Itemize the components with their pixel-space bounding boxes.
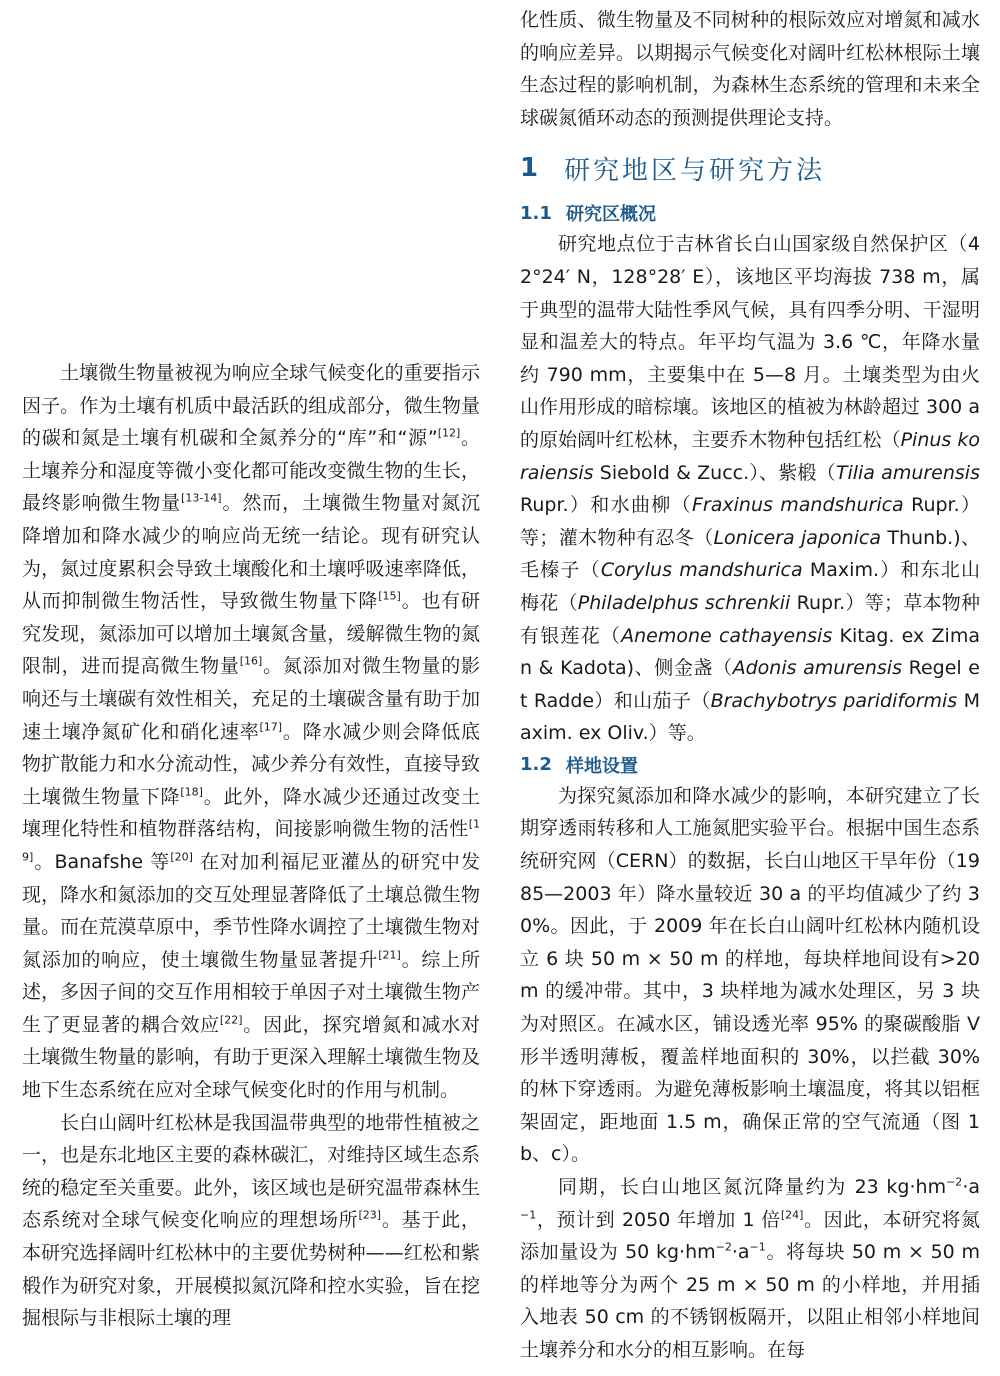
study-area-paragraph: 研究地点位于吉林省长白山国家级自然保护区（42°24′ N，128°28′ E），该地区平均海拔 738 m，属于典型的温带大陆性季风气候，具有四季分明、干湿明显和温差大的特点。年平均气温为 3.6 ℃，年降水量约 790 mm，主要集中在 5—8 月。土壤类型为由火山作用形成的暗棕壤。该地区的植被为林龄超过 300 a 的原始阔叶红松林，主要乔木物种包括红松（Pinus koraiensis Siebold & Zucc.）、紫椴（Tilia amurensis Rupr.）和水曲柳（Fraxinus mandshurica Rupr.）等；灌木物种有忍冬（Lonicera japonica Thunb.)、毛榛子（Corylus mandshurica Maxim.）和东北山梅花（Philadelphus schrenkii Rupr.）等；草本物种有银莲花（Anemone cathayensis Kitag. ex Ziman & Kadota)、侧金盏（Adonis amurensis Regel et Radde）和山茄子（Brachybotrys paridiformis Maxim. ex Oliv.）等。 (520, 233, 981, 745)
left-column (22, 357, 480, 1335)
subsection-title: 研究区概况 (566, 204, 656, 226)
citation[interactable]: [18] (180, 785, 203, 799)
nitrogen-addition-paragraph: 同期，长白山地区氮沉降量约为 23 $kg\cdot hm^{-2}\cdot a^{-1}$，预计到 2050 年增加 1 倍[24]。因此，本研究将氮添加量设为 50 $kg\cdot hm^{-2}\cdot a^{-1}$。将每块 50 m × 50 m 的样地等分为两个 25 m × 50 m 的小样地，并用插入地表 50 cm 的不锈钢板隔开，以阻止相邻小样地间土壤养分和水分的相互影响。在每 (520, 1175, 980, 1361)
citation[interactable]: [16] (239, 655, 263, 669)
citation[interactable]: [21] (378, 948, 401, 962)
species-name: Anemone cathayensis (621, 624, 833, 647)
citation[interactable]: [13-14] (181, 492, 222, 506)
subsection-title: 样地设置 (566, 755, 638, 777)
section-number: 1 (520, 153, 539, 184)
citation[interactable]: [17] (259, 720, 283, 734)
species-name: Brachybotrys paridiformis (710, 689, 958, 712)
plot-setup-paragraph: 为探究氮添加和降水减少的影响，本研究建立了长期穿透雨转移和人工施氮肥实验平台。根据中国生态系统研究网（CERN）的数据，长白山地区干旱年份（1985—2003 年）降水量较近 30 a 的平均值减少了约 30%。因此，于 2009 年在长白山阔叶红松林内随机设立 6 块 50 m × 50 m 的样地，每块样地间设有>20 m 的缓冲带。其中，3 块样地为减水处理区，另 3 块为对照区。在减水区，铺设透光率 95% 的聚碳酸脂 V 形半透明薄板，覆盖样地面积的 30%，以拦截 30% 的林下穿透雨。为避免薄板影响土壤温度，将其以铝框架固定，距地面 1.5 m，确保正常的空气流通（图 1b、c）。 (520, 784, 980, 1166)
species-name: Tilia amurensis (835, 461, 980, 484)
subsection-number: 1.2 (520, 754, 552, 776)
intro-paragraph-microbial-biomass: 土壤微生物量被视为响应全球气候变化的重要指示因子。作为土壤有机质中最活跃的组成部分，微生物量的碳和氮是土壤有机碳和全氮养分的“库”和“源”[12]。土壤养分和湿度等微小变化都可能改变微生物的生长，最终影响微生物量[13-14]。然而，土壤微生物量对氮沉降增加和降水减少的响应尚无统一结论。现有研究认为，氮过度累积会导致土壤酸化和土壤呼吸速率降低，从而抑制微生物活性，导致微生物量下降[15]。也有研究发现，氮添加可以增加土壤氮含量，缓解微生物的氮限制，进而提高微生物量[16]。氮添加对微生物量的影响还与土壤碳有效性相关，充足的土壤碳含量有助于加速土壤净氮矿化和硝化速率[17]。降水减少则会降低底物扩散能力和水分流动性，减少养分有效性，直接导致土壤微生物量下降[18]。此外，降水减少还通过改变土壤理化特性和植物群落结构，间接影响微生物的活性[19]。Banafshe 等[20] 在对加利福尼亚灌丛的研究中发现，降水和氮添加的交互处理显著降低了土壤总微生物量。而在荒漠草原中，季节性降水调控了土壤微生物对氮添加的响应，使土壤微生物量显著提升[21]。综上所述，多因子间的交互作用相较于单因子对土壤微生物产生了更显著的耦合效应[22]。因此，探究增氮和减水对土壤微生物量的影响，有助于更深入理解土壤微生物及地下生态系统在应对全球气候变化时的作用与机制。 (22, 362, 480, 1102)
species-name: Fraxinus mandshurica (692, 494, 904, 517)
section-title: 研究地区与研究方法 (564, 155, 826, 186)
species-name: Pinus koraiensis (520, 428, 980, 484)
citation[interactable]: [19] (22, 817, 480, 864)
citation[interactable]: [12] (437, 426, 461, 440)
species-name: Philadelphus schrenkii (577, 591, 791, 614)
species-name: Corylus mandshurica (600, 559, 803, 582)
intro-paragraph-continued: 化性质、微生物量及不同树种的根际效应对增氮和减水的响应差异。以期揭示气候变化对阔叶红松林根际土壤生态过程的影响机制，为森林生态系统的管理和未来全球碳氮循环动态的预测提供理论支持。 (520, 9, 980, 129)
citation[interactable]: [24] (780, 1208, 804, 1222)
section-heading-methods (520, 148, 980, 188)
citation[interactable]: [22] (219, 1013, 243, 1027)
subsection-number: 1.1 (520, 202, 552, 224)
subsection-heading-plot-setup (520, 750, 980, 780)
citation[interactable]: [15] (378, 589, 401, 603)
citation[interactable]: [20] (170, 850, 193, 864)
right-column (520, 4, 980, 1367)
species-name: Lonicera japonica (713, 526, 881, 549)
intro-paragraph-study-forest: 长白山阔叶红松林是我国温带典型的地带性植被之一，也是东北地区主要的森林碳汇，对维持区域生态系统的稳定至关重要。此外，该区域也是研究温带森林生态系统对全球气候变化响应的理想场所[23]。基于此，本研究选择阔叶红松林中的主要优势树种——红松和紫椴作为研究对象，开展模拟氮沉降和控水实验，旨在挖掘根际与非根际土壤的理 (22, 1111, 480, 1330)
species-name: Adonis amurensis (732, 657, 902, 680)
citation[interactable]: [23] (358, 1209, 382, 1223)
subsection-heading-study-area (520, 198, 980, 228)
